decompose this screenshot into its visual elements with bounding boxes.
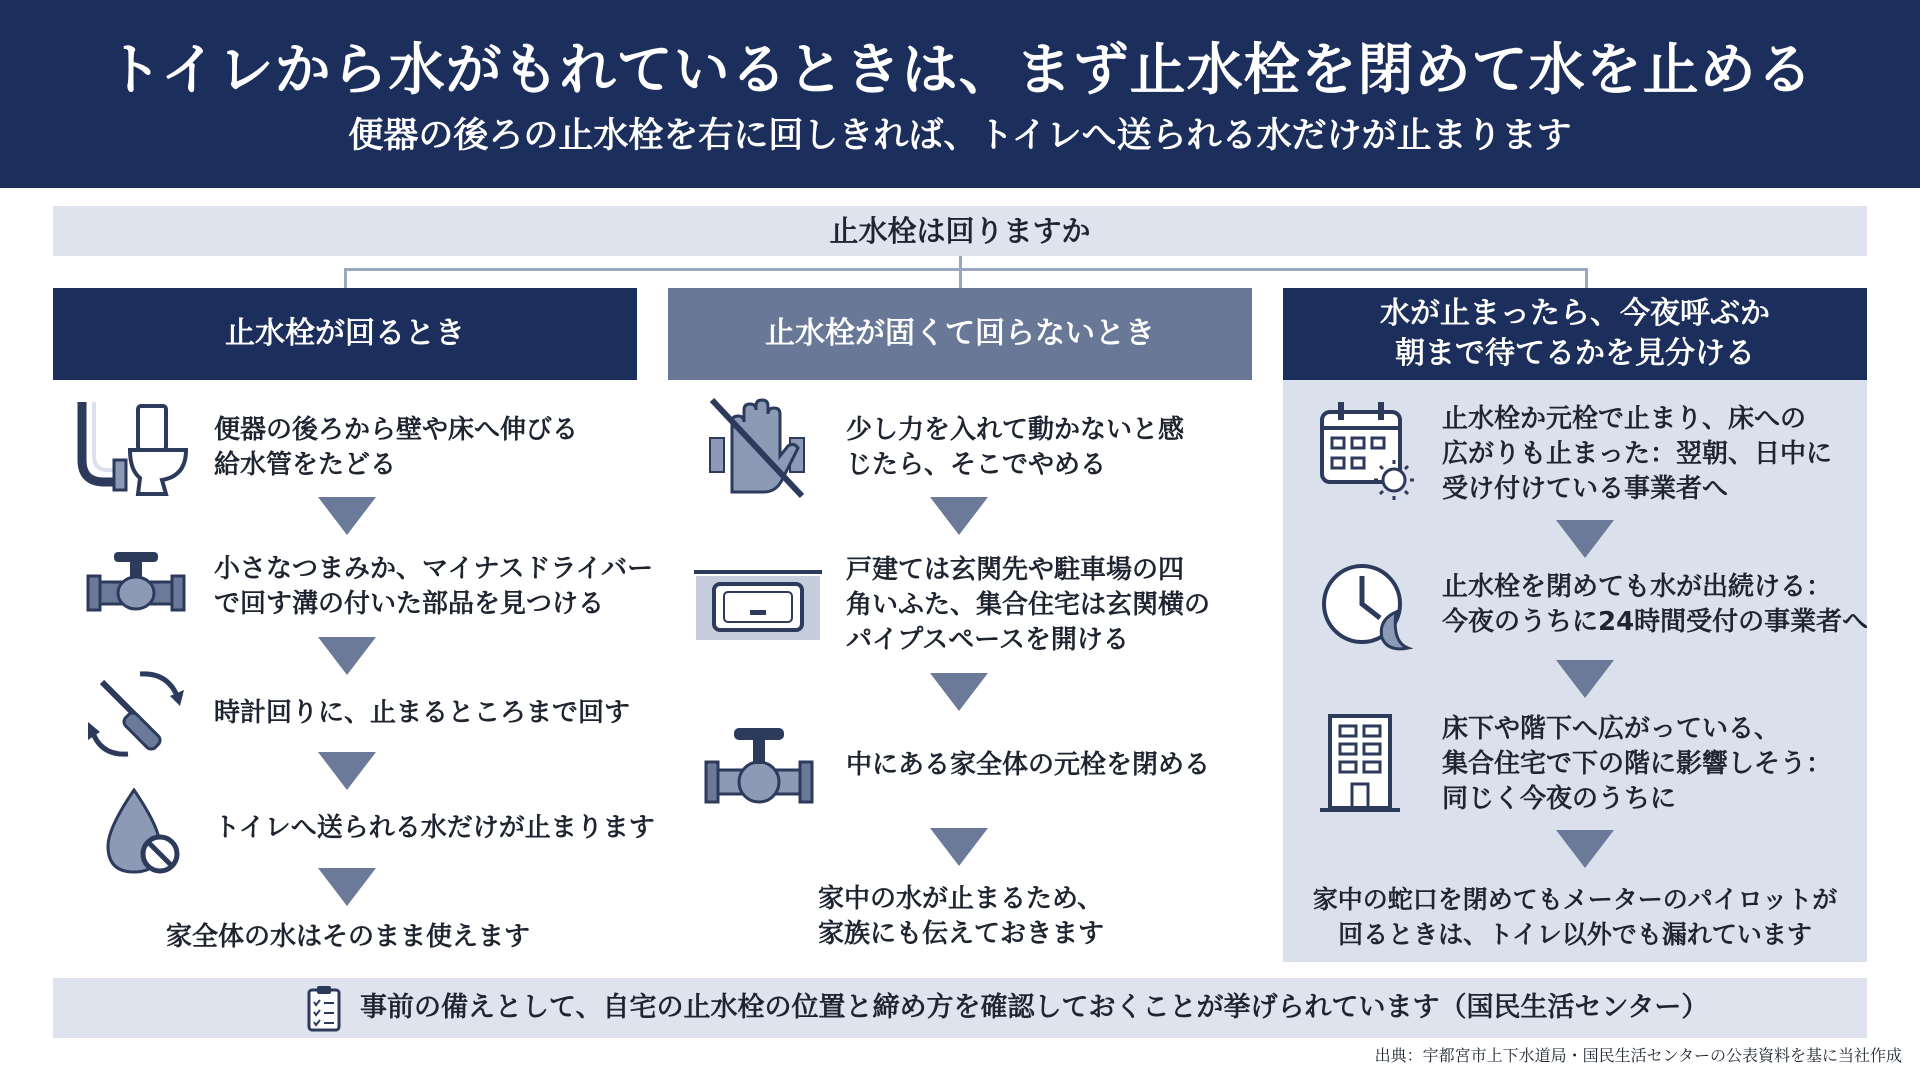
col2-arrow-2 — [930, 673, 988, 711]
col3-step1-line3: 受け付けている事業者へ — [1442, 474, 1729, 504]
col1-step4-text — [214, 811, 655, 846]
column-heading-turns-label: 止水栓が回るとき — [225, 316, 465, 351]
col3-step3-text — [1442, 712, 1832, 817]
col1-step3-text — [214, 696, 630, 731]
column-heading-triage-line2: 朝まで待てるかを見分ける — [1395, 336, 1755, 371]
col3-arrow-1 — [1556, 520, 1614, 558]
col1-step4-line1: トイレへ送られる水だけが止まります — [214, 813, 655, 843]
column-heading-turns — [53, 288, 637, 380]
col1-arrow-2 — [318, 637, 376, 675]
col3-step3-line3: 同じく今夜のうちに — [1442, 784, 1677, 814]
col3-step1-line2: 広がりも止まった：翌朝、日中に — [1442, 439, 1833, 469]
screwdriver-rotate-icon — [88, 668, 184, 760]
col3-step3-line1: 床下や階下へ広がっている、 — [1442, 714, 1781, 744]
col2-result-line2: 家族にも伝えておきます — [818, 919, 1105, 949]
col3-result-text — [1283, 882, 1867, 952]
clipboard-checklist-icon — [306, 984, 342, 1032]
source-credit: 出典：宇都宮市上下水道局・国民生活センターの公表資料を基に当社作成 — [1374, 1046, 1902, 1065]
connector-right — [1585, 268, 1588, 288]
col2-step3-line1: 中にある家全体の元栓を閉める — [846, 750, 1211, 780]
col3-step1-text — [1442, 402, 1832, 507]
footer-note: 事前の備えとして、自宅の止水栓の位置と締め方を確認しておくことが挙げられています（国民生活センター） — [360, 992, 1709, 1023]
col2-step3-text — [846, 748, 1210, 783]
column-heading-stuck — [668, 288, 1252, 380]
col3-arrow-2 — [1556, 660, 1614, 698]
col3-result-line1: 家中の蛇口を閉めてもメーターのパイロットが — [1312, 885, 1838, 914]
connector-horizontal — [344, 268, 1588, 271]
col2-arrow-1 — [930, 497, 988, 535]
col1-step1-line2: 給水管をたどる — [214, 450, 397, 480]
calendar-sun-icon — [1318, 400, 1424, 504]
page-title: トイレから水がもれているときは、まず止水栓を閉めて水を止める — [106, 38, 1814, 103]
col2-step1-text — [846, 413, 1184, 483]
col2-step2-line2: 角いふた、集合住宅は玄関横の — [846, 590, 1211, 620]
col3-step2-line2: 今夜のうちに24時間受付の事業者へ — [1442, 607, 1869, 637]
clock-moon-icon — [1318, 560, 1422, 652]
col1-arrow-3 — [318, 752, 376, 790]
no-hand-icon — [702, 396, 812, 500]
question-box: 止水栓は回りますか — [53, 206, 1867, 256]
connector-center — [959, 268, 962, 288]
col2-step2-line3: パイプスペースを開ける — [846, 625, 1129, 655]
col2-step2-text — [846, 553, 1210, 658]
column-heading-stuck-label: 止水栓が固くて回らないとき — [765, 316, 1155, 351]
col1-step2-line1: 小さなつまみか、マイナスドライバー — [214, 554, 654, 584]
col3-result-line2: 回るときは、トイレ以外でも漏れています — [1338, 920, 1812, 949]
col2-arrow-3 — [930, 828, 988, 866]
col1-arrow-4 — [318, 868, 376, 906]
col2-step2-line1: 戸建ては玄関先や駐車場の四 — [846, 555, 1185, 585]
col2-result-text — [818, 882, 1104, 952]
page-subtitle: 便器の後ろの止水栓を右に回しきれば、トイレへ送られる水だけが止まります — [348, 116, 1572, 156]
col3-step1-line1: 止水栓か元栓で止まり、床への — [1442, 404, 1807, 434]
col3-step3-line2: 集合住宅で下の階に影響しそう： — [1442, 749, 1833, 779]
col1-step1-text — [214, 413, 578, 483]
col3-arrow-3 — [1556, 830, 1614, 868]
meter-box-lid-icon — [694, 568, 822, 642]
col2-result-line1: 家中の水が止まるため、 — [818, 884, 1103, 914]
col3-step2-text — [1442, 570, 1868, 640]
col1-step1-line1: 便器の後ろから壁や床へ伸びる — [214, 415, 579, 445]
column-heading-triage — [1283, 288, 1867, 380]
col1-step3-line1: 時計回りに、止まるところまで回す — [214, 698, 631, 728]
col1-arrow-1 — [318, 497, 376, 535]
col2-step1-line2: じたら、そこでやめる — [846, 450, 1107, 480]
valve-icon — [86, 548, 186, 618]
apartment-building-icon — [1320, 712, 1400, 816]
col2-step1-line1: 少し力を入れて動かないと感 — [846, 415, 1185, 445]
toilet-pipe-icon — [76, 398, 192, 498]
col3-step2-line1: 止水栓を閉めても水が出続ける： — [1442, 572, 1833, 602]
col1-step2-line2: で回す溝の付いた部品を見つける — [214, 589, 605, 619]
col1-step2-text — [214, 552, 653, 622]
col1-result-line1: 家全体の水はそのまま使えます — [166, 922, 531, 952]
main-valve-icon — [704, 722, 814, 808]
water-drop-stop-icon — [104, 788, 182, 876]
header-banner — [0, 0, 1920, 188]
col1-result-text — [166, 920, 530, 955]
column-heading-triage-line1: 水が止まったら、今夜呼ぶか — [1380, 296, 1770, 331]
connector-left — [344, 268, 347, 288]
